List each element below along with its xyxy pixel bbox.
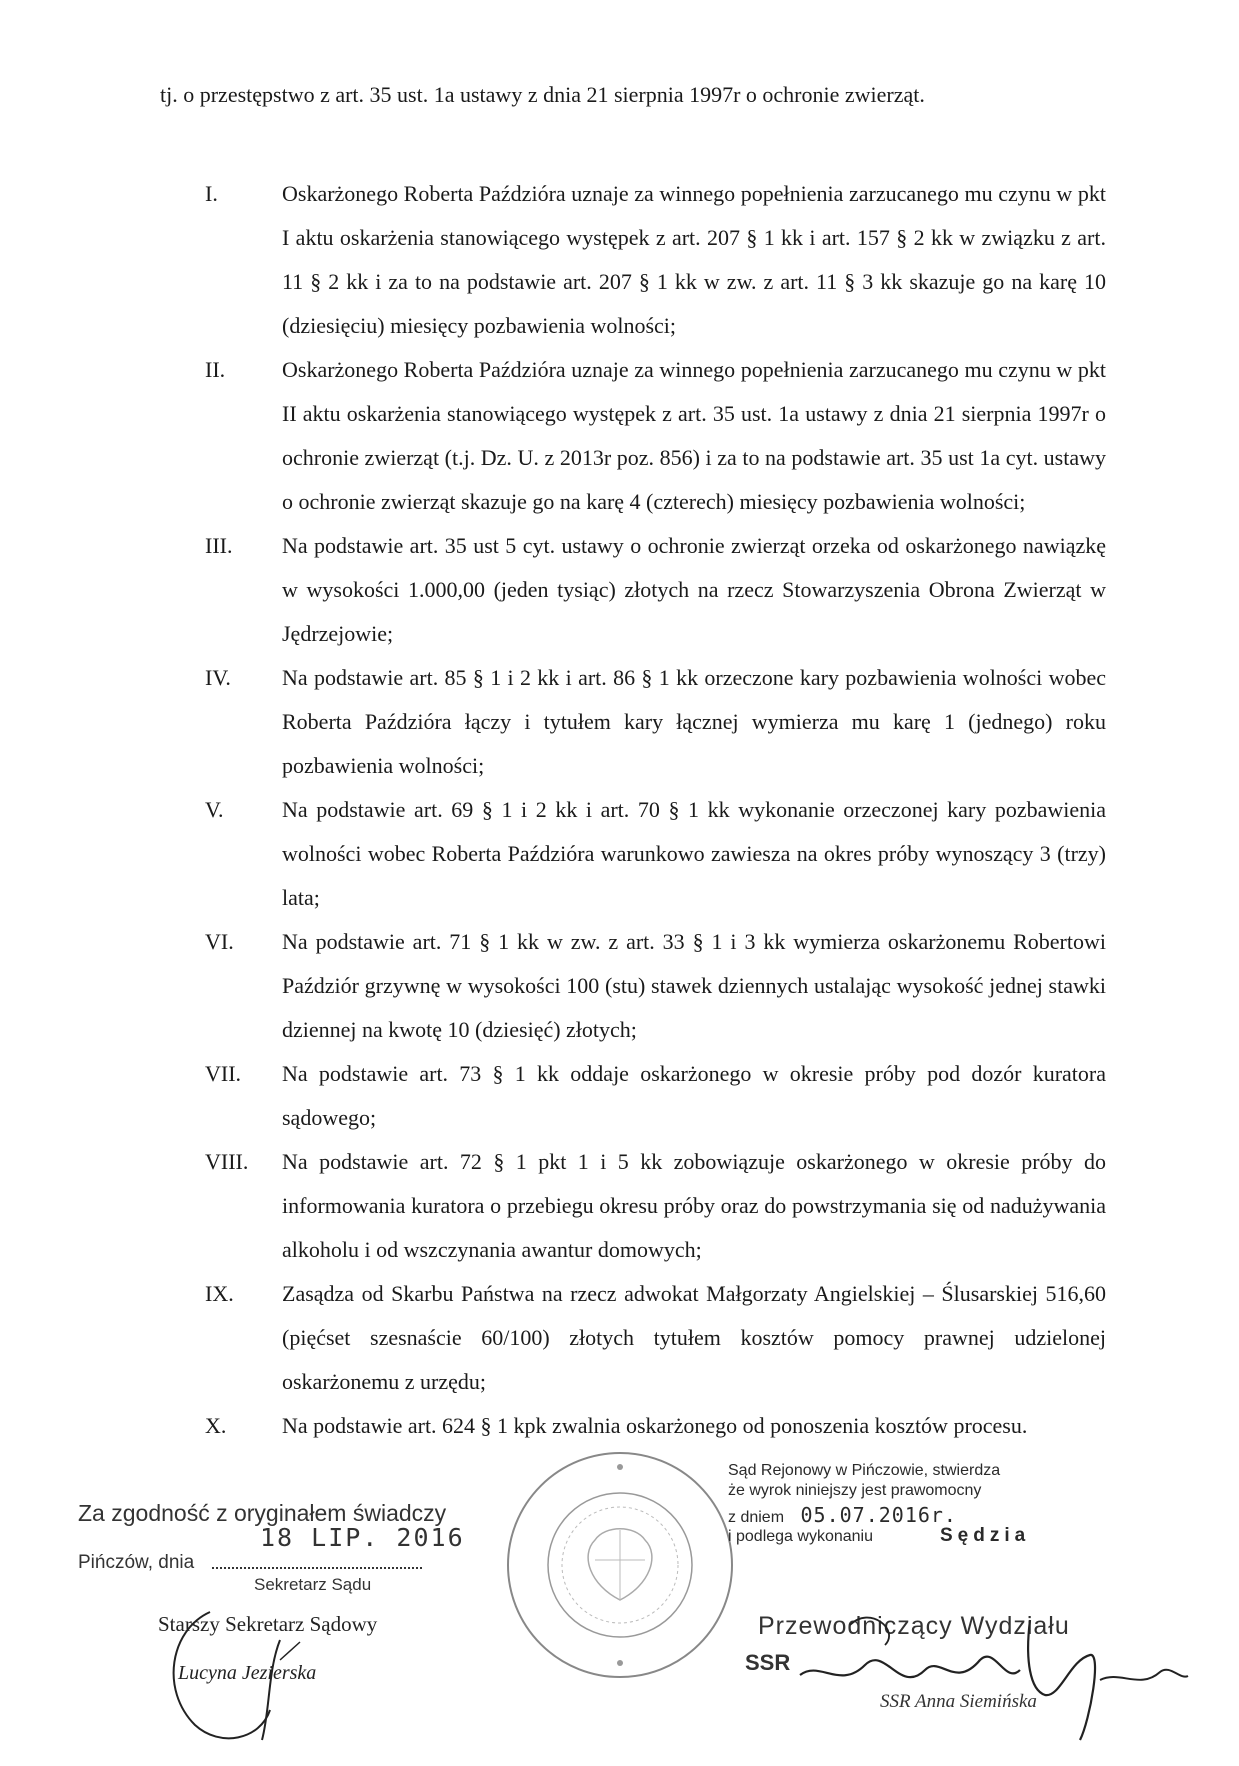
stamp-judge: Sędzia (940, 1525, 1031, 1546)
item-text: Oskarżonego Roberta Paździóra uznaje za winnego popełnienia zarzucanego mu czynu w pkt I aktu oskarżenia stanowiącego występek z art. 207 § 1 kk i art. 157 § 2 kk w związku z art. 11 § 2 kk i za to na podstawie art. 207 § 1 kk w zw. z art. 11 § 3 kk skazuje go na karę 10 (dziesięciu) miesięcy pozbawienia wolności; (282, 181, 1106, 338)
item-number: I. (205, 181, 218, 206)
clerk-signature-icon (150, 1600, 410, 1750)
item-text: Na podstawie art. 85 § 1 i 2 kk i art. 86 § 1 kk orzeczone kary pozbawienia wolności wobec Roberta Paździóra łączy i tytułem kary łącznej wymierza mu karę 1 (jednego) roku pozbawienia wolności; (282, 665, 1106, 778)
item-number: II. (205, 357, 226, 382)
item-number: IX. (205, 1281, 234, 1306)
stamp-line-2: że wyrok niniejszy jest prawomocny (728, 1482, 982, 1499)
verdict-item-2 (0, 348, 1239, 524)
item-number: VIII. (205, 1149, 249, 1174)
item-text: Na podstawie art. 71 § 1 kk w zw. z art. 33 § 1 i 3 kk wymierza oskarżonemu Robertowi Paździór grzywnę w wysokości 100 (stu) stawek dziennych ustalając wysokość jednej stawki dziennej na kwotę 10 (dziesięć) złotych; (282, 929, 1106, 1042)
verdict-item-8 (0, 1140, 1239, 1272)
item-number: VII. (205, 1061, 242, 1086)
chair-name: SSR Anna Siemińska (880, 1691, 1037, 1712)
dotted-line (212, 1555, 422, 1569)
clerk-name: Lucyna Jezierska (178, 1662, 317, 1684)
stamp-line-1: Sąd Rejonowy w Pińczowie, stwierdza (728, 1462, 1001, 1479)
item-number: V. (205, 797, 224, 822)
item-text: Na podstawie art. 69 § 1 i 2 kk i art. 70 § 1 kk wykonanie orzeczonej kary pozbawienia wolności wobec Roberta Paździóra warunkowo zawiesza na okres próby wynoszący 3 (trzy) lata; (282, 797, 1106, 910)
stamp-line-4: i podlega wykonaniu (728, 1528, 873, 1545)
verdict-item-7 (0, 1052, 1239, 1140)
certification-line: Za zgodność z oryginałem świadczy (78, 1500, 447, 1526)
court-seal-icon (500, 1445, 740, 1685)
stamp-date-label: z dniem (728, 1509, 785, 1526)
certification-role: Sekretarz Sądu (254, 1575, 372, 1594)
verdict-item-6 (0, 920, 1239, 1052)
verdict-item-4 (0, 656, 1239, 788)
verdict-item-1 (0, 172, 1239, 348)
clerk-title: Starszy Sekretarz Sądowy (158, 1612, 378, 1636)
item-text: Na podstawie art. 73 § 1 kk oddaje oskarżonego w okresie próby pod dozór kuratora sądowego; (282, 1061, 1106, 1130)
item-text: Na podstawie art. 72 § 1 pkt 1 i 5 kk zobowiązuje oskarżonego w okresie próby do informowania kuratora o przebiegu okresu próby oraz do powstrzymania się od nadużywania alkoholu i od wszczynania awantur domowych; (282, 1149, 1106, 1262)
verdict-items (0, 172, 1239, 1448)
item-number: IV. (205, 665, 231, 690)
stamp-date: 05.07.2016r. (800, 1503, 957, 1527)
item-number: VI. (205, 929, 234, 954)
judge-signature-icon (790, 1600, 1190, 1750)
item-number: X. (205, 1413, 227, 1438)
certification-date: 18 LIP. 2016 (260, 1523, 465, 1552)
verdict-item-3 (0, 524, 1239, 656)
certification-place: Pińczów, dnia (78, 1552, 195, 1573)
item-text: Na podstawie art. 35 ust 5 cyt. ustawy o ochronie zwierząt orzeka od oskarżonego nawiązkę w wysokości 1.000,00 (jeden tysiąc) złotych na rzecz Stowarzyszenia Obrona Zwierząt w Jędrzejowie; (282, 533, 1106, 646)
chair-mark: SSR (745, 1650, 791, 1675)
verdict-item-5 (0, 788, 1239, 920)
item-text: Oskarżonego Roberta Paździóra uznaje za winnego popełnienia zarzucanego mu czynu w pkt II aktu oskarżenia stanowiącego występek z art. 35 ust. 1a ustawy z dnia 21 sierpnia 1997r o ochronie zwierząt (t.j. Dz. U. z 2013r poz. 856) i za to na podstawie art. 35 ust 1a cyt. ustawy o ochronie zwierząt skazuje go na karę 4 (czterech) miesięcy pozbawienia wolności; (282, 357, 1106, 514)
verdict-item-9 (0, 1272, 1239, 1404)
intro-line: tj. o przestępstwo z art. 35 ust. 1a ustawy z dnia 21 sierpnia 1997r o ochronie zwierząt. (160, 82, 925, 107)
stamp-line-3 (728, 1503, 957, 1527)
item-number: III. (205, 533, 233, 558)
chair-title: Przewodniczący Wydziału (758, 1612, 1070, 1640)
verdict-item-10 (0, 1404, 1239, 1448)
item-text: Na podstawie art. 624 § 1 kpk zwalnia oskarżonego od ponoszenia kosztów procesu. (282, 1413, 1028, 1438)
item-text: Zasądza od Skarbu Państwa na rzecz adwokat Małgorzaty Angielskiej – Ślusarskiej 516,60 (pięćset szesnaście 60/100) złotych tytułem kosztów pomocy prawnej udzielonej oskarżonemu z urzędu; (282, 1281, 1106, 1394)
